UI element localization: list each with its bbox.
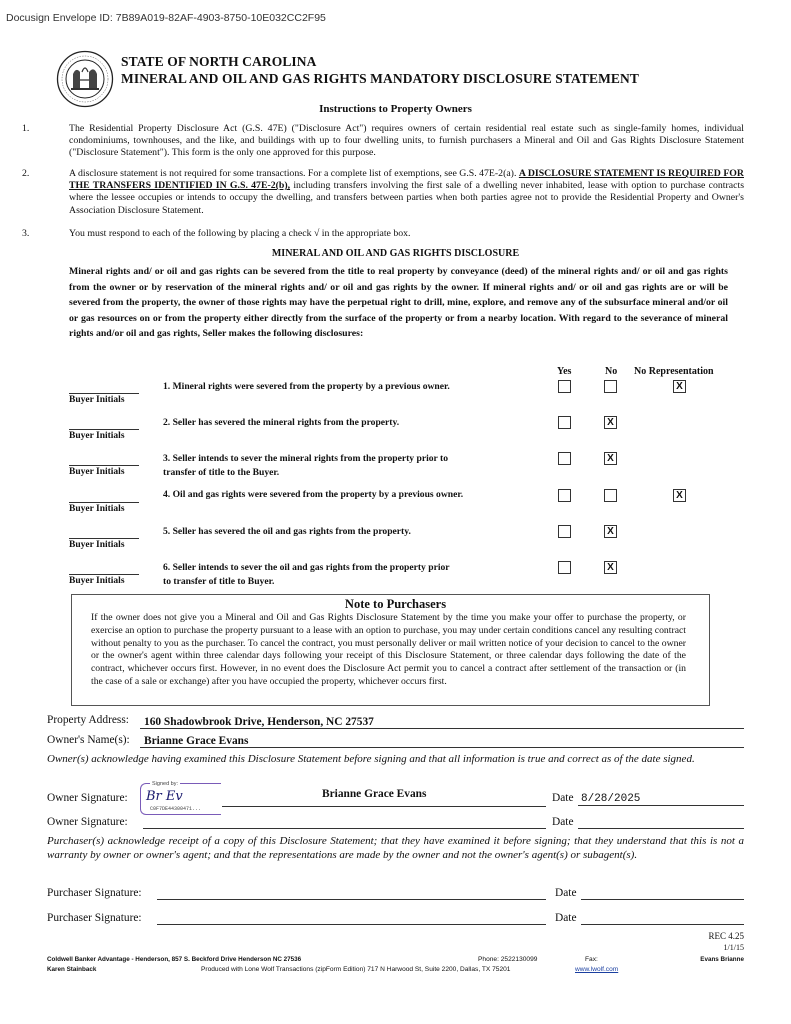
question-text: 1. Mineral rights were severed from the property by a previous owner. — [163, 381, 450, 392]
buyer-initials-line[interactable] — [69, 574, 139, 575]
question-5 — [163, 525, 411, 539]
buyer-initials-line[interactable] — [69, 502, 139, 503]
note-heading: Note to Purchasers — [344, 597, 447, 611]
col-yes: Yes — [557, 366, 572, 377]
question-2 — [163, 416, 399, 430]
buyer-initials-label: Buyer Initials — [69, 395, 125, 405]
instruction-item-3 — [22, 228, 744, 240]
buyer-initials-line[interactable] — [69, 465, 139, 466]
owner-date-2-field[interactable] — [578, 814, 744, 829]
note-text: If the owner does not give you a Mineral and Oil and Gas Rights Disclosure Statement by the time you make your offer to purchase the property, or exercise an option to purchase the property pursuant to a lease with an option to purchase, you may under certain conditions cancel any resulting contract without penalty to you as the purchaser. To cancel the contract, you must personally deliver or mail written notice of your decision to cancel to the owner or the owner's agent within three calendar days following your receipt of this Disclosure Statement, or three calendar days following the date of the contract, whichever occurs first. However, in no event does the Disclosure Act permit you to cancel a contract after settlement of the transaction or (in the case of a sale or exchange) after you have occupied the property, whichever occurs first. — [91, 612, 686, 687]
col-no-representation: No Representation — [634, 366, 714, 377]
question-text: 2. Seller has severed the mineral rights from the property. — [163, 417, 400, 428]
footer-phone: Phone: 2522130099 — [478, 956, 538, 963]
disclosure-paragraph: Mineral rights and/ or oil and gas rights can be severed from the title to real property by conveyance (deed) of the mineral rights and/ or oil and gas rights from the owner or by reservation of the mineral rights and/ or oil and gas rights by the owner. If mineral rights and/ or oil and gas rights are or will be severed from the property, the owner of those rights may have the perpetual right to drill, mine, explore, and remove any of the subsurface mineral and/or oil or gas resources on or from the property either directly from the surface of the property or from a nearby location. With regard to the severance of mineral rights and/or oil and gas rights, Seller makes the following disclosures: — [69, 266, 728, 340]
state-seal-icon — [56, 50, 114, 108]
q1-no-checkbox[interactable] — [604, 380, 617, 393]
item-text-part: including transfers involving the first sale of a dwelling never inhabited, lease with option to purchase contracts where the lessee occupies or intends to occupy the dwelling, and transfers between parties when both parties agree not to provide the Residential Property and Owner's Association Disclosure Statement. — [69, 180, 745, 216]
item-text: You must respond to each of the following by placing a check √ in the appropriate box. — [69, 228, 411, 239]
footer-file-name: Evans Brianne — [700, 956, 744, 963]
owner-date-value: 8/28/2025 — [581, 793, 641, 805]
signed-by-label: Signed by: — [152, 781, 178, 787]
question-3 — [163, 452, 448, 480]
buyer-initials-label: Buyer Initials — [69, 467, 125, 477]
purchaser-acknowledgment: Purchaser(s) acknowledge receipt of a copy of this Disclosure Statement; that they have examined it before signing; that they understand that this is not a warranty by owner or owner's agent; and that the representations are made by the owner and not the owner's agent(s) or subagent(s). — [47, 835, 744, 861]
purchaser-date-2-label: Date — [555, 912, 577, 924]
q6-no-checkbox[interactable]: X — [604, 561, 617, 574]
buyer-initials-label: Buyer Initials — [69, 576, 125, 586]
signature-hash: C0F7DE44300471... — [150, 806, 202, 812]
owner-acknowledgment: Owner(s) acknowledge having examined this Disclosure Statement before signing and that all information is true and correct as of the date signed. — [47, 753, 695, 765]
header-state: STATE OF NORTH CAROLINA — [121, 54, 317, 69]
question-4 — [163, 488, 463, 502]
owners-name-value: Brianne Grace Evans — [144, 735, 249, 747]
form-revision: REC 4.25 — [708, 931, 744, 941]
item-text-bold: A DISCLOSURE STATEMENT IS REQUIRED FOR THE TRANSFERS IDENTIFIED IN G.S. 47E-2(b), — [69, 168, 744, 192]
footer-agent: Karen Stainback — [47, 966, 97, 973]
item-number: 2. — [22, 168, 30, 179]
owner-date-2-label: Date — [552, 816, 574, 828]
q5-yes-checkbox[interactable] — [558, 525, 571, 538]
footer-brokerage: Coldwell Banker Advantage - Henderson, 857 S. Beckford Drive Henderson NC 27536 — [47, 956, 302, 963]
buyer-initials-label: Buyer Initials — [69, 431, 125, 441]
property-address-label: Property Address: — [47, 714, 129, 726]
question-text-cont: to transfer of title to Buyer. — [163, 576, 275, 587]
q3-yes-checkbox[interactable] — [558, 452, 571, 465]
question-text: 3. Seller intends to sever the mineral rights from the property prior to — [163, 453, 449, 464]
item-text-part: A disclosure statement is not required for some transactions. For a complete list of exemptions, see G.S. 47E-2(a). — [69, 168, 519, 179]
owner-signature-image: Br Ev — [146, 789, 183, 804]
purchaser-date-1-label: Date — [555, 887, 577, 899]
q3-no-checkbox[interactable]: X — [604, 452, 617, 465]
owner-signature-label: Owner Signature: — [47, 792, 128, 804]
buyer-initials-line[interactable] — [69, 393, 139, 394]
footer-fax: Fax: — [585, 956, 598, 963]
owner-signature-field[interactable] — [222, 789, 546, 807]
purchaser-signature-1-label: Purchaser Signature: — [47, 887, 142, 899]
instruction-item-2 — [22, 168, 744, 217]
item-number: 1. — [22, 123, 30, 134]
owners-name-field[interactable] — [140, 731, 744, 748]
property-address-value: 160 Shadowbrook Drive, Henderson, NC 27537 — [144, 716, 374, 728]
question-text-cont: transfer of title to the Buyer. — [163, 467, 280, 478]
col-no: No — [605, 366, 618, 377]
purchaser-signature-2-field[interactable] — [157, 910, 546, 925]
item-text: The Residential Property Disclosure Act (G.S. 47E) ("Disclosure Act") requires owners of certain residential real estate such as single-family homes, individual condominiums, townhouses, and the like, and buildings with up to four dwelling units, to furnish purchasers a Mineral and Oil and Gas Rights Disclosure Statement ("Disclosure Statement"). This form is the only one approved for this purpose. — [69, 123, 744, 159]
q4-yes-checkbox[interactable] — [558, 489, 571, 502]
owner-signature-name: Brianne Grace Evans — [322, 788, 427, 800]
purchaser-date-1-field[interactable] — [581, 885, 744, 900]
q4-norep-checkbox[interactable]: X — [673, 489, 686, 502]
form-revision-date: 1/1/15 — [723, 943, 744, 952]
buyer-initials-line[interactable] — [69, 538, 139, 539]
property-address-field[interactable] — [140, 712, 744, 729]
question-1 — [163, 380, 450, 394]
item-text — [69, 168, 744, 217]
q2-yes-checkbox[interactable] — [558, 416, 571, 429]
owner-signature-2-field[interactable] — [143, 814, 546, 829]
owner-signature-2-label: Owner Signature: — [47, 816, 128, 828]
item-number: 3. — [22, 228, 30, 239]
disclosure-heading: MINERAL AND OIL AND GAS RIGHTS DISCLOSURE — [271, 248, 520, 259]
envelope-id: Docusign Envelope ID: 7B89A019-82AF-4903-8750-10E032CC2F95 — [6, 12, 326, 24]
footer-url-link[interactable]: www.lwolf.com — [575, 966, 619, 973]
owner-date-field[interactable] — [578, 788, 744, 806]
question-6 — [163, 561, 450, 589]
q6-yes-checkbox[interactable] — [558, 561, 571, 574]
purchaser-signature-1-field[interactable] — [157, 885, 546, 900]
footer-produced: Produced with Lone Wolf Transactions (zipForm Edition) 717 N Harwood St, Suite 2200, Dallas, TX 75201 — [201, 966, 511, 973]
owners-name-label: Owner's Name(s): — [47, 734, 130, 746]
owner-date-label: Date — [552, 792, 574, 804]
instructions-heading: Instructions to Property Owners — [319, 103, 472, 115]
instruction-item-1 — [22, 123, 744, 160]
purchaser-signature-2-label: Purchaser Signature: — [47, 912, 142, 924]
q1-norep-checkbox[interactable]: X — [673, 380, 686, 393]
q5-no-checkbox[interactable]: X — [604, 525, 617, 538]
q1-yes-checkbox[interactable] — [558, 380, 571, 393]
q4-no-checkbox[interactable] — [604, 489, 617, 502]
purchaser-date-2-field[interactable] — [581, 910, 744, 925]
buyer-initials-label: Buyer Initials — [69, 540, 125, 550]
buyer-initials-label: Buyer Initials — [69, 504, 125, 514]
header-form-title: MINERAL AND OIL AND GAS RIGHTS MANDATORY DISCLOSURE STATEMENT — [121, 71, 639, 86]
question-text: 5. Seller has severed the oil and gas rights from the property. — [163, 526, 411, 537]
q2-no-checkbox[interactable]: X — [604, 416, 617, 429]
buyer-initials-line[interactable] — [69, 429, 139, 430]
question-text: 6. Seller intends to sever the oil and gas rights from the property prior — [163, 562, 450, 573]
question-text: 4. Oil and gas rights were severed from the property by a previous owner. — [163, 489, 464, 500]
